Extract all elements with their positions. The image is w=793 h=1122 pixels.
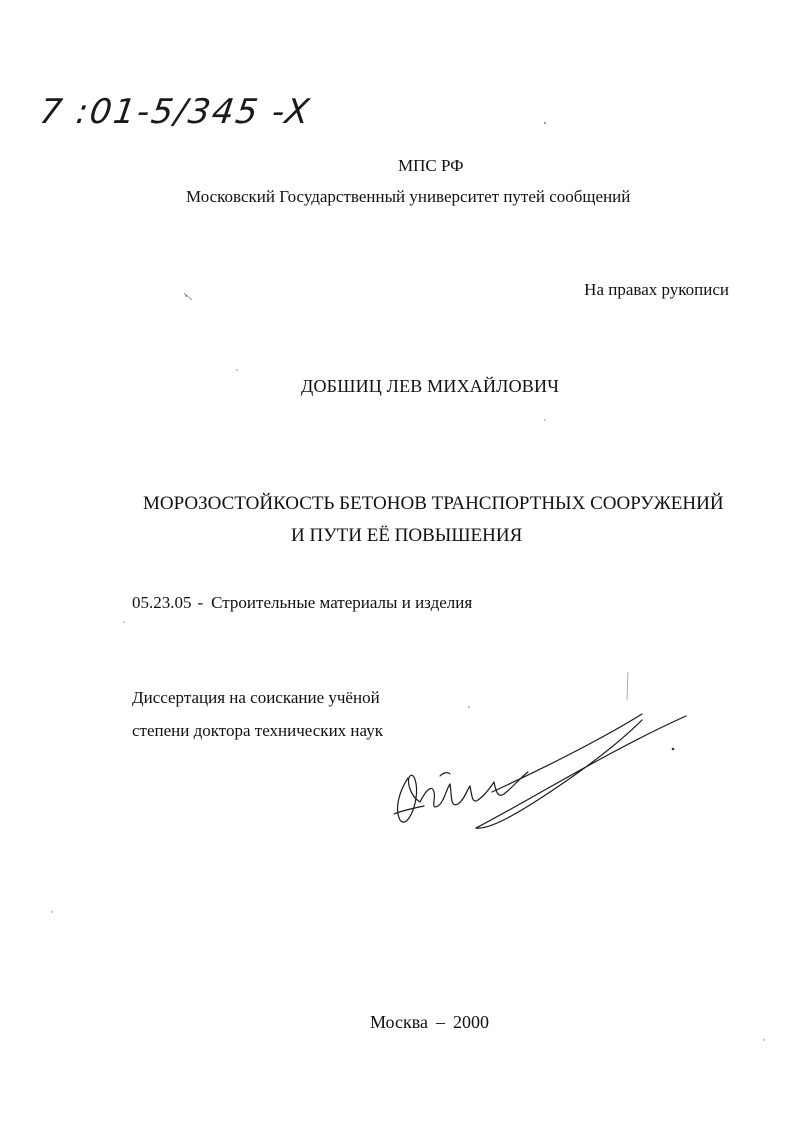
thesis-title-line-1: МОРОЗОСТОЙКОСТЬ БЕТОНОВ ТРАНСПОРТНЫХ СООРУЖЕНИЙ [143,493,724,514]
city: Москва [370,1012,428,1032]
year-dash: – [436,1012,445,1032]
specialty-line [132,593,472,613]
degree-line-1: Диссертация на соискание учёной [132,688,380,707]
handwritten-signature [380,680,700,840]
author-name: ДОБШИЦ ЛЕВ МИХАЙЛОВИЧ [301,376,560,396]
university-name: Московский Государственный университет путей сообщений [186,187,631,206]
manuscript-rights: На правах рукописи [584,280,729,299]
ministry-header: МПС РФ [398,156,464,175]
thesis-title-line-2: И ПУТИ ЕЁ ПОВЫШЕНИЯ [291,525,523,546]
specialty-code: 05.23.05 [132,593,192,612]
year: 2000 [453,1012,489,1032]
city-year-line [370,1012,489,1033]
specialty-dash: - [197,593,204,612]
archive-code: 7 :01-5/345 -X [37,92,314,132]
specialty-name: Строительные материалы и изделия [211,593,473,612]
degree-line-2: степени доктора технических наук [132,721,383,740]
